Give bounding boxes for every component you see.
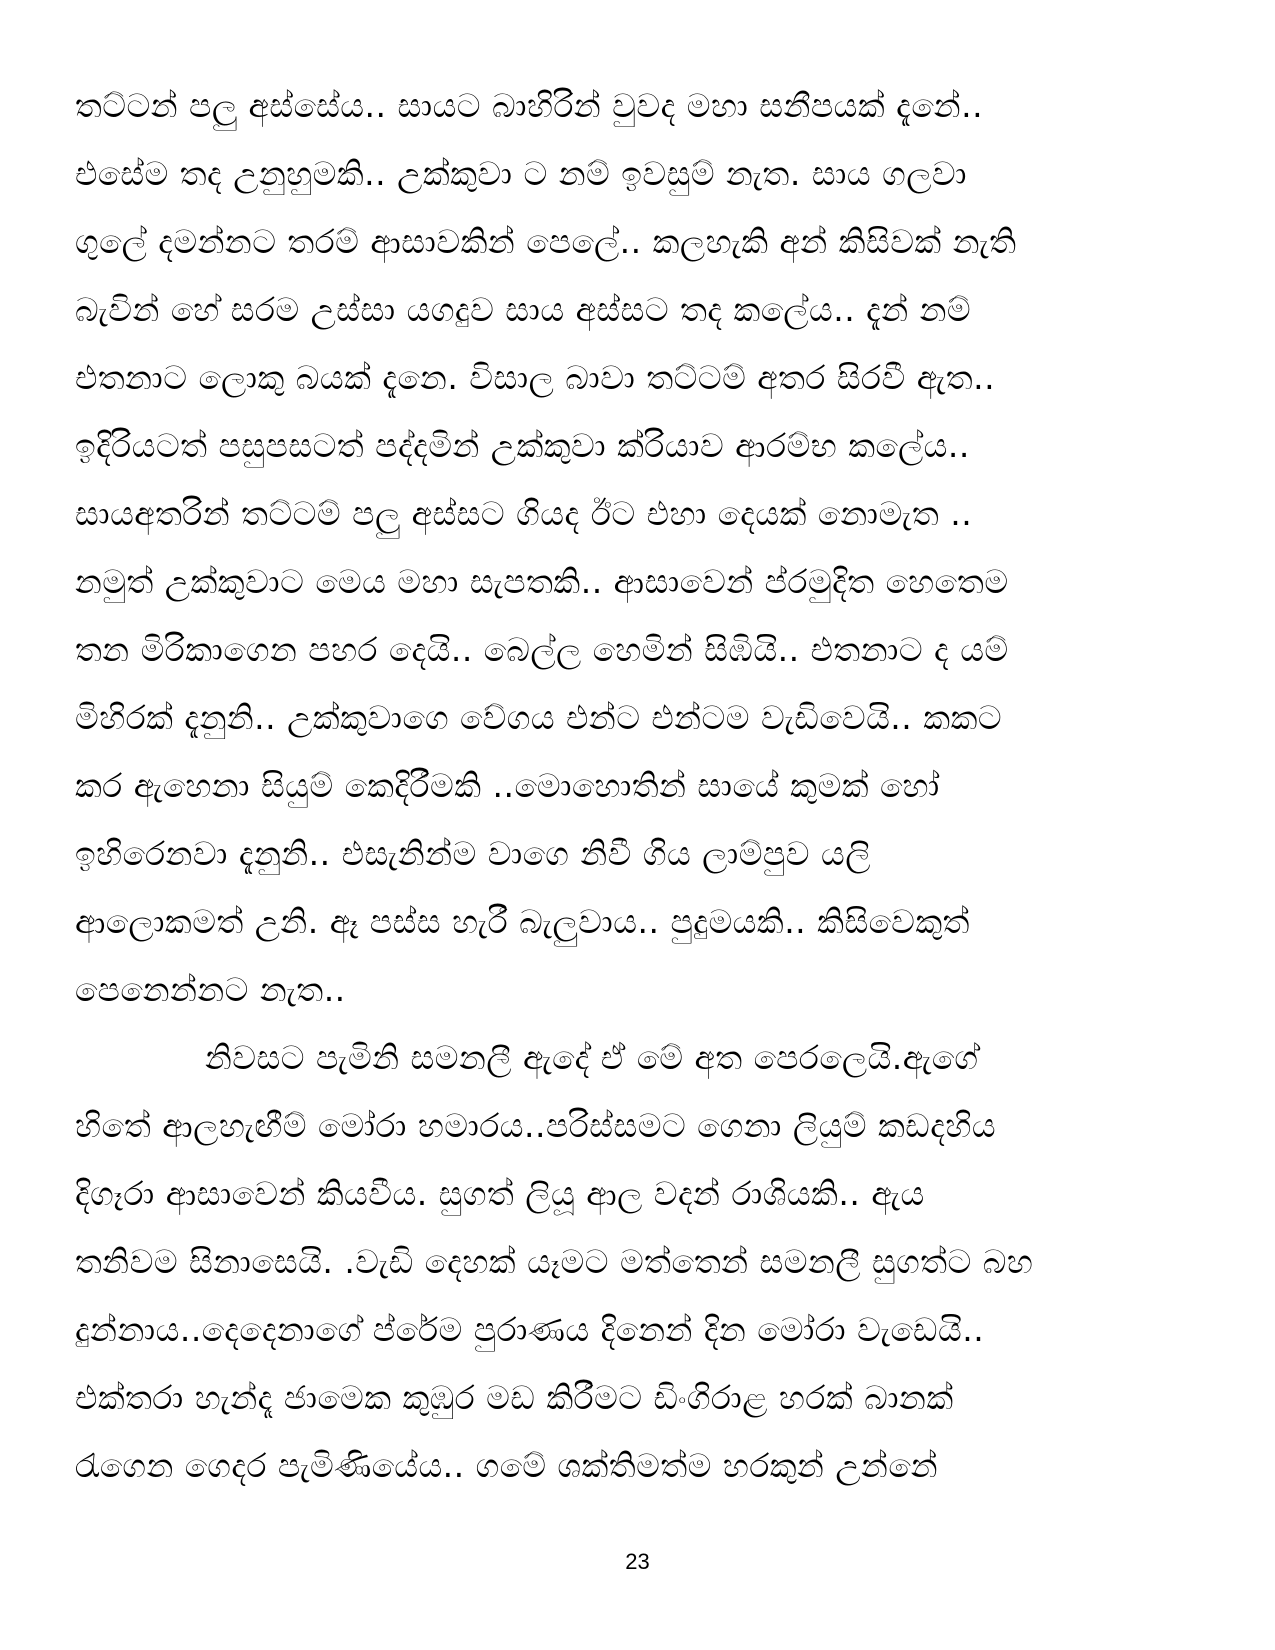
text-line: එසේම තද උනුහුමකි.. උක්කුවා ට නම් ඉවසුම් නැත. සාය ගලවා xyxy=(75,154,967,193)
paragraph-first-line: නිවසට පැමිනි සමනලී ඇදේ ඒ මේ අත පෙරලෙයි.ඇගේ xyxy=(205,1038,979,1077)
text-line: සායඅතරින් තට්ටම් පලු අස්සට ගියද ඊට එහා දෙයක් නොමැත .. xyxy=(75,494,973,533)
text-line: එක්තරා හැන්දෑ ජාමෙක කුඹුර මඩ කිරීමට ඩිංගිරාළ හරක් බානක් xyxy=(75,1378,954,1417)
text-line: තන මිරිකාගෙන පහර දෙයි.. බෙල්ල හෙමින් සිඹියි.. එතනාට ද යම් xyxy=(75,630,1009,669)
page-number: 23 xyxy=(625,1549,650,1574)
text-line: ගුලේ දමන්නට තරම් ආසාවකින් පෙලේ.. කලහැකි අන් කිසිවක් නැති xyxy=(75,222,1017,261)
body-text xyxy=(75,72,1205,1500)
text-line: පෙනෙන්නට නැත.. xyxy=(75,970,346,1009)
text-line: තනිවම සිනාසෙයි. .වැඩි දෙහක් යෑමට මත්තෙන් සමනලී සුගත්ට බහ xyxy=(75,1242,1034,1281)
text-line: ඉදිරියටත් පසුපසටත් පද්දමින් උක්කුවා ක්රියාව ආරම්භ කලේය.. xyxy=(75,426,970,465)
text-line: තට්ටන් පලු අස්සේය.. සායට බාහිරින් වුවද මහා සනීපයක් දැනේ.. xyxy=(75,86,984,125)
text-line: එතනාට ලොකු බයක් දැනෙ. විසාල බාවා තට්ටම් අතර සිරවී ඇත.. xyxy=(75,358,996,397)
text-line: රැගෙන ගෙදර පැමිණියේය.. ගමේ ශක්තිමත්ම හරකුන් උන්නේ xyxy=(75,1446,939,1485)
text-line: කර ඇහෙනා සියුම් කෙදිරීමකි ..මොහොතින් සායේ කුමක් හෝ xyxy=(75,766,940,805)
text-line: නමුත් උක්කුවාට මෙය මහා සැපතකි.. ආසාවෙන් ප්රමුදිත හෙතෙම xyxy=(75,562,1009,601)
text-line: දුන්නාය..දෙදෙනාගේ ප්රේම පුරාණය දිනෙන් දින මෝරා වැඩෙයි.. xyxy=(75,1310,985,1349)
text-line: බැවින් හේ සරම උස්සා යගදුව සාය අස්සට තද කලේය.. දැන් නම් xyxy=(75,290,972,329)
text-line: ඉහිරෙනවා දැනුනි.. එසැනින්ම වාගෙ නිවී ගිය ලාම්පුව යලි xyxy=(75,834,871,873)
text-line: හිතේ ආලහැඟීම් මෝරා හමාරය..පරිස්සමට ගෙනා ලියුම් කඩදහිය xyxy=(75,1106,997,1145)
text-line: ආලොකමත් උනි. ඈ පස්ස හැරී බැලුවාය.. පුදුමයකි.. කිසිවෙකුත් xyxy=(75,902,970,941)
text-line: මිහිරක් දැනුනි.. උක්කුවාගෙ වේගය එන්ට එන්ටම වැඩිවෙයි.. කකට xyxy=(75,698,1003,737)
text-line: දිගෑරා ආසාවෙන් කියවීය. සුගත් ලියූ ආල වදන් රාශියකි.. ඇය xyxy=(75,1174,925,1213)
